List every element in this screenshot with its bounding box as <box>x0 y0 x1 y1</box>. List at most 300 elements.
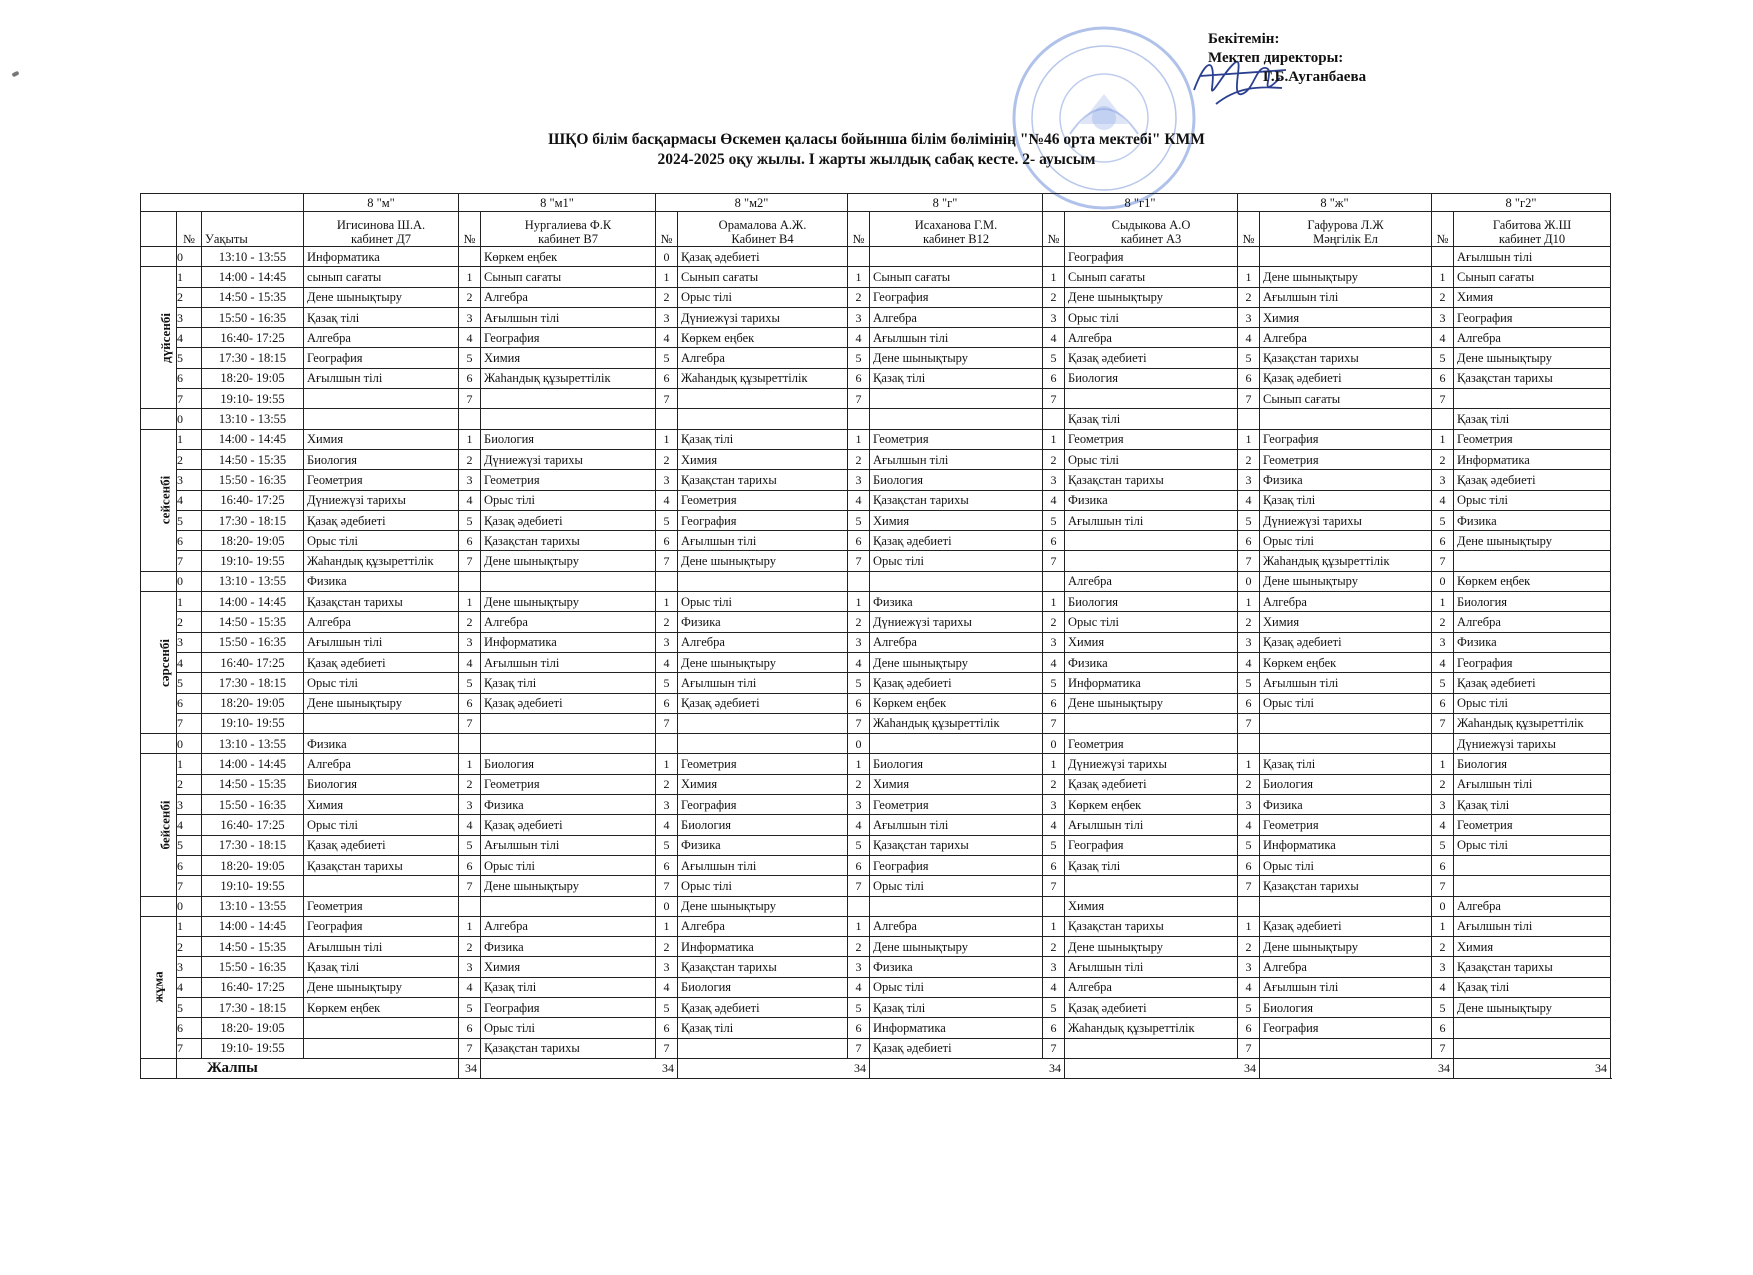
lesson-time: 14:50 - 15:35 <box>202 774 304 794</box>
subject-cell <box>1454 855 1611 875</box>
total-value: 34 <box>1454 1058 1611 1078</box>
header-num: № <box>656 212 678 247</box>
subject-cell: Физика <box>678 835 848 855</box>
class-lesson-number: 6 <box>459 693 481 713</box>
class-lesson-number: 6 <box>1043 531 1065 551</box>
subject-cell: Қазақ әдебиеті <box>870 531 1043 551</box>
subject-cell: Қазақ әдебиеті <box>481 693 656 713</box>
subject-cell: Химия <box>1260 307 1432 327</box>
class-lesson-number: 7 <box>1432 876 1454 896</box>
class-lesson-number: 7 <box>848 713 870 733</box>
subject-cell: Орыс тілі <box>870 876 1043 896</box>
class-lesson-number: 5 <box>459 997 481 1017</box>
subject-cell: Сынып сағаты <box>870 267 1043 287</box>
lesson-row <box>141 652 1611 672</box>
subject-cell <box>870 409 1043 429</box>
class-lesson-number: 3 <box>656 470 678 490</box>
class-lesson-number: 4 <box>1043 977 1065 997</box>
subject-cell: Алгебра <box>1454 328 1611 348</box>
subject-cell: Қазақстан тарихы <box>1454 368 1611 388</box>
subject-cell: Орыс тілі <box>304 531 459 551</box>
subject-cell: Физика <box>304 571 459 591</box>
subject-cell <box>678 389 848 409</box>
subject-cell: Қазақ тілі <box>870 368 1043 388</box>
subject-cell: Қазақ әдебиеті <box>1260 368 1432 388</box>
class-lesson-number: 1 <box>459 754 481 774</box>
subject-cell: Геометрия <box>1454 815 1611 835</box>
lesson-time: 14:00 - 14:45 <box>202 429 304 449</box>
class-lesson-number: 3 <box>1432 470 1454 490</box>
lesson-number: 2 <box>177 449 202 469</box>
class-lesson-number: 4 <box>1043 328 1065 348</box>
class-lesson-number: 1 <box>848 592 870 612</box>
subject-cell: Қазақ әдебиеті <box>1065 997 1238 1017</box>
subject-cell: Қазақ тілі <box>304 307 459 327</box>
class-lesson-number: 1 <box>1432 592 1454 612</box>
class-lesson-number: 2 <box>1238 449 1260 469</box>
title-line-1: ШҚО білім басқармасы Өскемен қаласы бойынша білім бөлімінің "№46 орта мектебі" КММ <box>548 131 1205 148</box>
class-lesson-number: 1 <box>459 592 481 612</box>
subject-cell <box>1454 551 1611 571</box>
subject-cell: Дүниежүзі тарихы <box>678 307 848 327</box>
class-teacher-cell <box>304 212 459 247</box>
subject-cell: Дене шынықтыру <box>678 551 848 571</box>
lesson-time: 15:50 - 16:35 <box>202 470 304 490</box>
class-lesson-number: 6 <box>1238 368 1260 388</box>
class-lesson-number: 3 <box>1238 957 1260 977</box>
subject-cell: Ағылшын тілі <box>1065 510 1238 530</box>
subject-cell: Алгебра <box>1065 571 1238 591</box>
subject-cell: Жаһандық құзыреттілік <box>304 551 459 571</box>
lesson-time: 19:10- 19:55 <box>202 876 304 896</box>
class-lesson-number: 7 <box>848 551 870 571</box>
lesson-row <box>141 348 1611 368</box>
class-lesson-number: 5 <box>656 673 678 693</box>
approval-block <box>1208 30 1366 87</box>
class-lesson-number: 2 <box>1238 774 1260 794</box>
lesson-row <box>141 795 1611 815</box>
subject-cell <box>304 713 459 733</box>
class-lesson-number: 6 <box>1432 531 1454 551</box>
class-lesson-number: 3 <box>459 957 481 977</box>
subject-cell: Дене шынықтыру <box>1065 287 1238 307</box>
class-lesson-number: 3 <box>459 470 481 490</box>
subject-cell: Алгебра <box>304 754 459 774</box>
class-lesson-number: 2 <box>1432 449 1454 469</box>
subject-cell: Қазақ тілі <box>1454 409 1611 429</box>
class-lesson-number: 7 <box>848 1038 870 1058</box>
class-lesson-number: 2 <box>1432 612 1454 632</box>
class-lesson-number: 3 <box>1432 632 1454 652</box>
subject-cell: Алгебра <box>870 632 1043 652</box>
header-time: Уақыты <box>202 212 304 247</box>
day-blank <box>141 896 177 916</box>
lesson-row <box>141 713 1611 733</box>
subject-cell: Қазақстан тарихы <box>1260 876 1432 896</box>
subject-cell: География <box>870 287 1043 307</box>
class-lesson-number <box>656 571 678 591</box>
class-lesson-number: 6 <box>459 368 481 388</box>
class-lesson-number: 3 <box>1238 307 1260 327</box>
subject-cell: Орыс тілі <box>1065 449 1238 469</box>
lesson-number: 2 <box>177 612 202 632</box>
class-lesson-number: 5 <box>1043 510 1065 530</box>
class-lesson-number: 4 <box>1043 815 1065 835</box>
class-lesson-number: 5 <box>848 997 870 1017</box>
total-value: 34 <box>678 1058 870 1078</box>
subject-cell <box>1065 713 1238 733</box>
subject-cell: Алгебра <box>1260 957 1432 977</box>
lesson-time: 15:50 - 16:35 <box>202 957 304 977</box>
header-num: № <box>1043 212 1065 247</box>
subject-cell: Информатика <box>1065 673 1238 693</box>
lesson-row <box>141 449 1611 469</box>
class-name: 8 "м1" <box>459 194 656 212</box>
subject-cell: Геометрия <box>304 470 459 490</box>
class-lesson-number: 6 <box>1238 693 1260 713</box>
lesson-row <box>141 247 1611 267</box>
subject-cell: Орыс тілі <box>1454 693 1611 713</box>
class-lesson-number: 5 <box>1238 510 1260 530</box>
teacher-name: Исаханова Г.М. <box>914 218 998 232</box>
class-lesson-number: 4 <box>459 328 481 348</box>
subject-cell: Дене шынықтыру <box>1260 937 1432 957</box>
class-lesson-number: 2 <box>848 612 870 632</box>
class-lesson-number: 3 <box>459 632 481 652</box>
class-lesson-number: 1 <box>1043 429 1065 449</box>
class-lesson-number: 7 <box>656 876 678 896</box>
subject-cell: Химия <box>481 957 656 977</box>
subject-cell <box>481 571 656 591</box>
class-lesson-number: 2 <box>459 774 481 794</box>
subject-cell: Қазақ тілі <box>678 1018 848 1038</box>
subject-cell: Физика <box>1260 470 1432 490</box>
subject-cell: Геометрия <box>1065 429 1238 449</box>
class-lesson-number: 4 <box>656 977 678 997</box>
subject-cell: Сынып сағаты <box>481 267 656 287</box>
subject-cell: Алгебра <box>481 612 656 632</box>
day-name: сәрсенбі <box>157 638 173 687</box>
lesson-number: 0 <box>177 896 202 916</box>
header-num: № <box>848 212 870 247</box>
class-lesson-number: 3 <box>1043 795 1065 815</box>
class-lesson-number: 1 <box>656 429 678 449</box>
class-lesson-number <box>459 571 481 591</box>
subject-cell: Орыс тілі <box>1454 490 1611 510</box>
subject-cell: Орыс тілі <box>678 287 848 307</box>
subject-cell: Көркем еңбек <box>678 328 848 348</box>
day-name-cell <box>141 429 177 571</box>
class-lesson-number: 4 <box>656 815 678 835</box>
subject-cell: Қазақстан тарихы <box>1065 916 1238 936</box>
lesson-number: 7 <box>177 876 202 896</box>
class-lesson-number: 5 <box>459 835 481 855</box>
lesson-row <box>141 551 1611 571</box>
class-lesson-number: 2 <box>1432 287 1454 307</box>
class-lesson-number: 5 <box>459 673 481 693</box>
lesson-number: 0 <box>177 571 202 591</box>
class-lesson-number: 3 <box>848 632 870 652</box>
subject-cell: Биология <box>870 470 1043 490</box>
class-lesson-number: 1 <box>848 916 870 936</box>
subject-cell: Орыс тілі <box>1260 855 1432 875</box>
subject-cell: Информатика <box>1260 835 1432 855</box>
total-value: 34 <box>459 1058 481 1078</box>
class-lesson-number <box>1238 734 1260 754</box>
subject-cell: Алгебра <box>304 328 459 348</box>
lesson-time: 19:10- 19:55 <box>202 551 304 571</box>
class-lesson-number <box>1432 409 1454 429</box>
class-lesson-number: 3 <box>1238 470 1260 490</box>
lesson-row <box>141 592 1611 612</box>
class-lesson-number: 6 <box>848 1018 870 1038</box>
lesson-row <box>141 571 1611 591</box>
subject-cell: Қазақ әдебиеті <box>1065 348 1238 368</box>
subject-cell: Дүниежүзі тарихы <box>1065 754 1238 774</box>
subject-cell: Дене шынықтыру <box>304 693 459 713</box>
header-row-teachers <box>141 212 1611 247</box>
subject-cell: Орыс тілі <box>1065 307 1238 327</box>
teacher-name: Сыдыкова А.О <box>1111 218 1191 232</box>
subject-cell: Қазақ әдебиеті <box>678 997 848 1017</box>
subject-cell <box>481 409 656 429</box>
class-lesson-number: 3 <box>1043 470 1065 490</box>
class-lesson-number: 7 <box>1432 389 1454 409</box>
subject-cell: Көркем еңбек <box>1065 795 1238 815</box>
subject-cell: Орыс тілі <box>870 977 1043 997</box>
lesson-row <box>141 328 1611 348</box>
subject-cell: Физика <box>678 612 848 632</box>
lesson-number: 3 <box>177 470 202 490</box>
lesson-time: 13:10 - 13:55 <box>202 571 304 591</box>
subject-cell: Дене шынықтыру <box>870 652 1043 672</box>
class-lesson-number: 1 <box>848 429 870 449</box>
subject-cell: Алгебра <box>1065 977 1238 997</box>
class-lesson-number: 5 <box>1432 835 1454 855</box>
subject-cell: Жаһандық құзыреттілік <box>678 368 848 388</box>
subject-cell: Қазақ тілі <box>1065 855 1238 875</box>
class-lesson-number <box>459 734 481 754</box>
subject-cell: Қазақ әдебиеті <box>304 510 459 530</box>
subject-cell: Дене шынықтыру <box>678 652 848 672</box>
class-lesson-number: 1 <box>459 916 481 936</box>
lesson-number: 1 <box>177 754 202 774</box>
class-lesson-number: 7 <box>1043 876 1065 896</box>
schedule-table <box>140 193 1611 1079</box>
subject-cell: Химия <box>1454 937 1611 957</box>
subject-cell: Биология <box>1065 368 1238 388</box>
subject-cell <box>1065 876 1238 896</box>
day-name: жұма <box>150 971 166 1003</box>
class-lesson-number: 5 <box>459 510 481 530</box>
subject-cell <box>1065 551 1238 571</box>
subject-cell: Сынып сағаты <box>1454 267 1611 287</box>
subject-cell <box>1260 409 1432 429</box>
header-day-blank <box>141 212 177 247</box>
lesson-time: 18:20- 19:05 <box>202 368 304 388</box>
lesson-time: 15:50 - 16:35 <box>202 795 304 815</box>
day-blank <box>141 571 177 591</box>
subject-cell: Геометрия <box>1454 429 1611 449</box>
subject-cell <box>304 876 459 896</box>
subject-cell: Дене шынықтыру <box>1454 997 1611 1017</box>
subject-cell: Дене шынықтыру <box>1065 937 1238 957</box>
lesson-time: 13:10 - 13:55 <box>202 734 304 754</box>
subject-cell: Физика <box>1260 795 1432 815</box>
subject-cell: Алгебра <box>870 307 1043 327</box>
lesson-row <box>141 896 1611 916</box>
lesson-time: 17:30 - 18:15 <box>202 835 304 855</box>
room-name: кабинет Д10 <box>1498 232 1566 246</box>
day-name-cell <box>141 592 177 734</box>
header-blank <box>141 194 304 212</box>
subject-cell: Физика <box>304 734 459 754</box>
class-lesson-number: 1 <box>1043 267 1065 287</box>
header-num: № <box>1238 212 1260 247</box>
subject-cell: Биология <box>1260 774 1432 794</box>
subject-cell: Орыс тілі <box>304 673 459 693</box>
class-lesson-number: 6 <box>459 1018 481 1038</box>
subject-cell: Қазақ тілі <box>304 957 459 977</box>
class-lesson-number: 6 <box>1043 368 1065 388</box>
subject-cell: Қазақстан тарихы <box>870 835 1043 855</box>
class-lesson-number: 2 <box>848 449 870 469</box>
class-lesson-number: 5 <box>1238 673 1260 693</box>
day-name: сейсенбі <box>157 475 173 525</box>
subject-cell: Биология <box>304 774 459 794</box>
class-lesson-number: 2 <box>1432 774 1454 794</box>
lesson-number: 7 <box>177 551 202 571</box>
lesson-number: 0 <box>177 247 202 267</box>
lesson-row <box>141 1018 1611 1038</box>
day-name-cell <box>141 267 177 409</box>
class-lesson-number: 3 <box>1238 795 1260 815</box>
subject-cell <box>304 409 459 429</box>
lesson-time: 13:10 - 13:55 <box>202 409 304 429</box>
subject-cell: Химия <box>1454 287 1611 307</box>
class-lesson-number: 1 <box>656 267 678 287</box>
subject-cell: Ағылшын тілі <box>1065 957 1238 977</box>
subject-cell: Қазақ әдебиеті <box>678 693 848 713</box>
subject-cell: Көркем еңбек <box>1260 652 1432 672</box>
lesson-row <box>141 470 1611 490</box>
subject-cell <box>1260 896 1432 916</box>
subject-cell: Ағылшын тілі <box>481 835 656 855</box>
subject-cell <box>678 734 848 754</box>
room-name: кабинет А3 <box>1120 232 1182 246</box>
subject-cell: Қазақ әдебиеті <box>870 673 1043 693</box>
subject-cell: Көркем еңбек <box>304 997 459 1017</box>
class-lesson-number: 4 <box>848 652 870 672</box>
class-lesson-number: 2 <box>656 287 678 307</box>
subject-cell: Дене шынықтыру <box>1065 693 1238 713</box>
subject-cell: Қазақстан тарихы <box>678 957 848 977</box>
document-title <box>0 130 1753 170</box>
lesson-time: 14:00 - 14:45 <box>202 267 304 287</box>
class-lesson-number: 1 <box>1238 592 1260 612</box>
subject-cell: Биология <box>678 977 848 997</box>
subject-cell: Геометрия <box>870 429 1043 449</box>
subject-cell <box>304 1038 459 1058</box>
class-lesson-number: 3 <box>656 632 678 652</box>
subject-cell <box>870 571 1043 591</box>
subject-cell: Физика <box>1454 632 1611 652</box>
class-lesson-number: 4 <box>1432 328 1454 348</box>
lesson-number: 4 <box>177 652 202 672</box>
total-value: 34 <box>1065 1058 1260 1078</box>
class-lesson-number: 2 <box>1238 612 1260 632</box>
class-lesson-number: 0 <box>1432 571 1454 591</box>
subject-cell: Ағылшын тілі <box>481 652 656 672</box>
class-lesson-number <box>459 409 481 429</box>
class-lesson-number: 3 <box>1432 307 1454 327</box>
subject-cell: Физика <box>870 957 1043 977</box>
lesson-time: 14:50 - 15:35 <box>202 287 304 307</box>
lesson-number: 0 <box>177 409 202 429</box>
class-lesson-number: 5 <box>1043 673 1065 693</box>
lesson-row <box>141 368 1611 388</box>
subject-cell: Қазақ тілі <box>1454 795 1611 815</box>
class-lesson-number: 4 <box>1432 652 1454 672</box>
lesson-number: 5 <box>177 835 202 855</box>
class-lesson-number: 2 <box>459 287 481 307</box>
class-lesson-number: 3 <box>848 470 870 490</box>
class-lesson-number: 4 <box>1238 652 1260 672</box>
lesson-row <box>141 307 1611 327</box>
class-lesson-number: 7 <box>848 876 870 896</box>
class-lesson-number: 7 <box>848 389 870 409</box>
class-lesson-number: 1 <box>1432 429 1454 449</box>
subject-cell: Дүниежүзі тарихы <box>481 449 656 469</box>
class-name: 8 "г2" <box>1432 194 1611 212</box>
subject-cell: Алгебра <box>304 612 459 632</box>
class-lesson-number: 2 <box>848 937 870 957</box>
subject-cell: Биология <box>678 815 848 835</box>
class-teacher-cell <box>1454 212 1611 247</box>
lesson-row <box>141 977 1611 997</box>
class-lesson-number: 7 <box>1043 713 1065 733</box>
class-lesson-number: 5 <box>848 673 870 693</box>
lesson-time: 16:40- 17:25 <box>202 977 304 997</box>
subject-cell: Дүниежүзі тарихы <box>304 490 459 510</box>
class-lesson-number: 1 <box>1238 429 1260 449</box>
subject-cell: География <box>678 795 848 815</box>
header-num: № <box>177 212 202 247</box>
subject-cell: Сынып сағаты <box>678 267 848 287</box>
subject-cell: Жаһандық құзыреттілік <box>1454 713 1611 733</box>
class-lesson-number: 7 <box>1432 1038 1454 1058</box>
subject-cell <box>304 389 459 409</box>
subject-cell: Ағылшын тілі <box>1454 916 1611 936</box>
subject-cell: Қазақ әдебиеті <box>1065 774 1238 794</box>
subject-cell <box>1454 1018 1611 1038</box>
subject-cell: Орыс тілі <box>481 855 656 875</box>
class-lesson-number: 2 <box>848 287 870 307</box>
subject-cell: Биология <box>870 754 1043 774</box>
subject-cell: Көркем еңбек <box>1454 571 1611 591</box>
total-value: 34 <box>870 1058 1065 1078</box>
subject-cell <box>1454 389 1611 409</box>
class-lesson-number: 4 <box>459 652 481 672</box>
subject-cell: Биология <box>481 429 656 449</box>
class-lesson-number: 2 <box>1043 774 1065 794</box>
class-lesson-number: 4 <box>1238 490 1260 510</box>
lesson-number: 6 <box>177 693 202 713</box>
subject-cell <box>870 247 1043 267</box>
lesson-number: 7 <box>177 389 202 409</box>
lesson-row <box>141 510 1611 530</box>
subject-cell: Қазақ тілі <box>1260 754 1432 774</box>
